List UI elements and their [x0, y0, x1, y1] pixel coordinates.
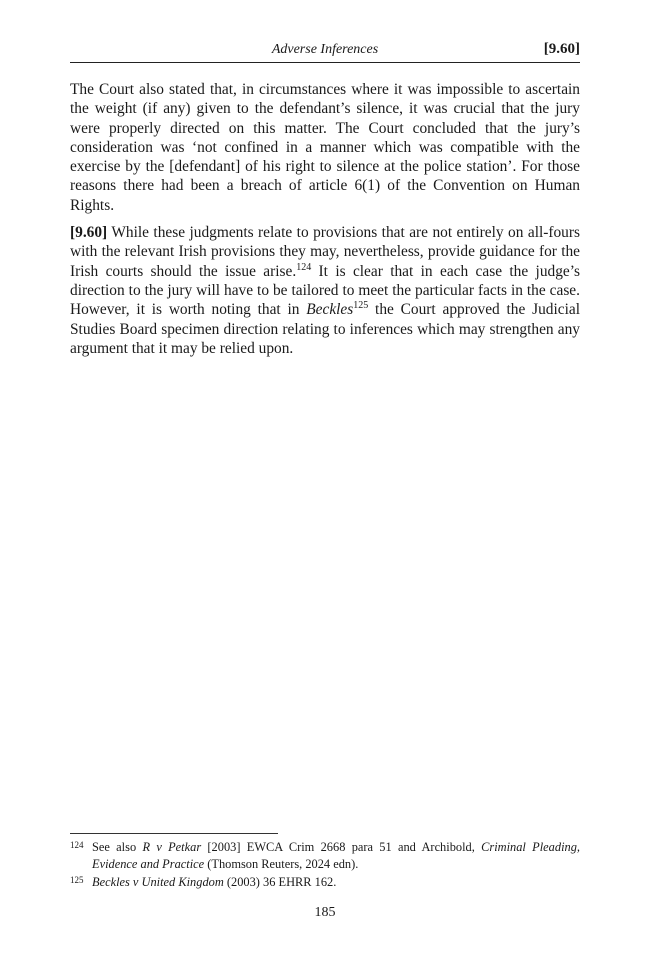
header-paragraph-ref: [9.60] — [543, 41, 580, 57]
page-header — [70, 40, 580, 63]
case-name: Beckles — [306, 301, 354, 319]
footnote-number: 124 — [70, 840, 84, 850]
footnotes — [70, 839, 580, 892]
footnote-125 — [70, 874, 580, 891]
paragraph-continuation: The Court also stated that, in circumstances where it was impossible to ascertain the weight (if any) given to the defendant’s silence, it was crucial that the jury were properly directed on this matter. The Court concluded that the jury’s consideration was ‘not confined in a manner which was compatible with the exercise by the [defendant] of his right to silence at the police station’. For those reasons there had been a breach of article 6(1) of the Convention on Human Rights. — [70, 81, 580, 214]
case-citation: Beckles v United Kingdom — [92, 875, 224, 889]
case-citation: R v Petkar — [142, 840, 202, 854]
footnote-separator — [70, 833, 278, 834]
footnote-text: See also — [92, 840, 143, 854]
paragraph-text: While these judgments relate to provisions that are not entirely on all-fours with the relevant Irish provisions they may, nevertheless, provide guidance for the Irish courts should the issue arise. — [70, 224, 580, 280]
paragraph-text: It is clear that in each case the judge’s direction to the jury will have to be tailored to meet the particular facts in the case. However, it is worth noting that in — [70, 262, 581, 319]
paragraph-text: the Court approved the Judicial Studies Board specimen direction relating to inferences which may strengthen any argument that it may be relied upon. — [70, 301, 580, 357]
paragraph-number: [9.60] — [70, 224, 108, 242]
footnote-124 — [70, 839, 580, 873]
footnote-ref-124[interactable]: 124 — [296, 261, 312, 273]
footnote-number: 125 — [70, 875, 84, 885]
running-title: Adverse Inferences — [271, 42, 379, 57]
footnote-text: (2003) 36 EHRR 162. — [223, 875, 337, 889]
book-title: Criminal Pleading, Evidence and Practice — [92, 840, 581, 871]
page-number: 185 — [314, 905, 336, 920]
main-text — [70, 80, 580, 366]
footnote-text: (Thomson Reuters, 2024 edn). — [204, 857, 359, 871]
footnote-ref-125[interactable]: 125 — [353, 300, 369, 312]
footnote-text: [2003] EWCA Crim 2668 para 51 and Archibold, — [201, 840, 482, 854]
paragraph-9-60 — [70, 223, 580, 358]
